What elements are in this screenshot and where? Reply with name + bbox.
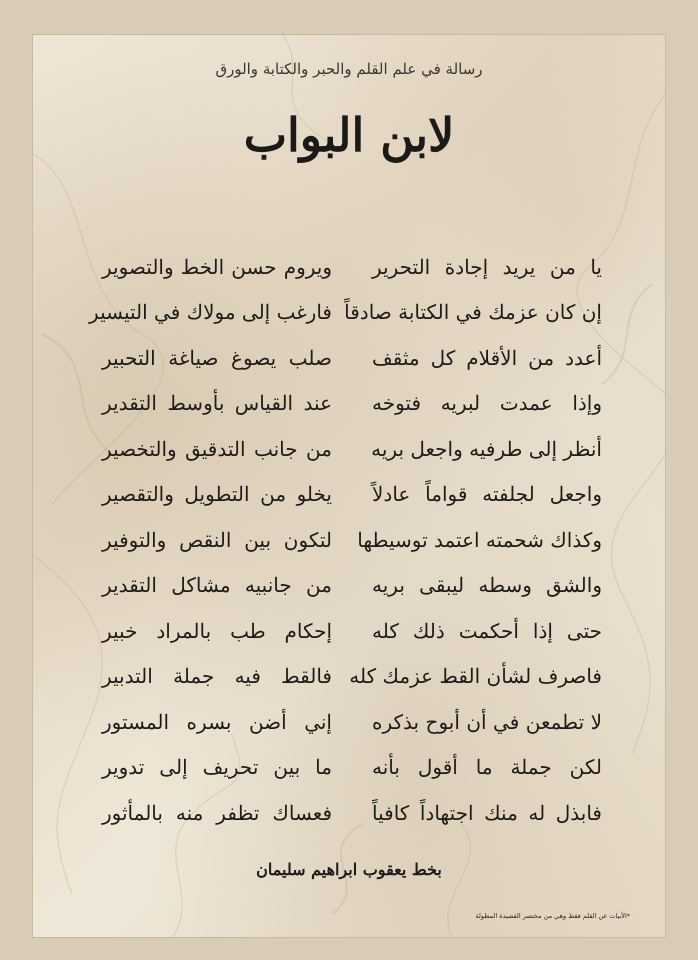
verse-second-hemistich: فارغب إلى مولاك في التيسير (89, 300, 332, 325)
verse-second-hemistich: صلب يصوغ صياغة التحبير (102, 345, 332, 370)
verse-row (102, 745, 602, 791)
verse-first-hemistich: إن كان عزمك في الكتابة صادقاً (344, 300, 602, 325)
verse-first-hemistich: فاصرف لشأن القط عزمك كله (349, 664, 602, 689)
verse-first-hemistich: حتى إذا أحكمت ذلك كله (372, 618, 602, 643)
verse-row (102, 790, 602, 836)
verse-second-hemistich: فالقط فيه جملة التدبير (102, 664, 332, 689)
manuscript-title: لابن البواب (243, 108, 455, 162)
footnote: *الأبيات عن القلم فقط وهي من مختصر القصيدة المطولة (475, 912, 630, 920)
verse-second-hemistich: إني أضن بسره المستور (102, 709, 332, 734)
verse-row (102, 472, 602, 518)
verse-first-hemistich: يا من يريد إجادة التحرير (372, 254, 602, 279)
verse-second-hemistich: ويروم حسن الخط والتصوير (102, 254, 332, 279)
verse-first-hemistich: أنظر إلى طرفيه واجعل بريه (371, 436, 602, 461)
verse-second-hemistich: من جانبيه مشاكل التقدير (102, 573, 332, 598)
verse-first-hemistich: والشق وسطه ليبقى بريه (372, 573, 602, 598)
verse-row (102, 244, 602, 290)
verse-first-hemistich: وكذاك شحمته اعتمد توسيطها (357, 527, 602, 552)
verse-row (102, 699, 602, 745)
verse-row (102, 381, 602, 427)
verse-row (102, 654, 602, 700)
verse-first-hemistich: وإذا عمدت لبريه فتوخه (372, 391, 602, 416)
verse-first-hemistich: لكن جملة ما أقول بأنه (372, 755, 602, 780)
verse-second-hemistich: عند القياس بأوسط التقدير (102, 391, 332, 416)
poem (89, 244, 602, 836)
verse-row (102, 563, 602, 609)
verse-second-hemistich: فعساك تظفر منه بالمأثور (102, 800, 332, 825)
verse-row (89, 290, 602, 336)
scribe-signature: بخط يعقوب ابراهيم سليمان (256, 860, 442, 879)
verse-first-hemistich: أعدد من الأقلام كل مثقف (372, 345, 602, 370)
verse-first-hemistich: لا تطمعن في أن أبوح بذكره (372, 709, 602, 734)
verse-row (102, 426, 602, 472)
verse-row (102, 335, 602, 381)
verse-second-hemistich: لتكون بين النقص والتوفير (102, 527, 332, 552)
verse-row (102, 608, 602, 654)
manuscript-subtitle: رسالة في علم القلم والحبر والكتابة والورق (215, 60, 483, 78)
verse-second-hemistich: ما بين تحريف إلى تدوير (102, 755, 332, 780)
manuscript-page (32, 34, 666, 938)
verse-row (102, 517, 602, 563)
verse-second-hemistich: إحكام طب بالمراد خبير (102, 618, 332, 643)
verse-second-hemistich: يخلو من التطويل والتقصير (102, 482, 332, 507)
verse-second-hemistich: من جانب التدقيق والتخصير (102, 436, 332, 461)
verse-first-hemistich: فابذل له منك اجتهاداً كافياً (372, 800, 602, 825)
verse-first-hemistich: واجعل لجلفته قواماً عادلاً (372, 482, 602, 507)
